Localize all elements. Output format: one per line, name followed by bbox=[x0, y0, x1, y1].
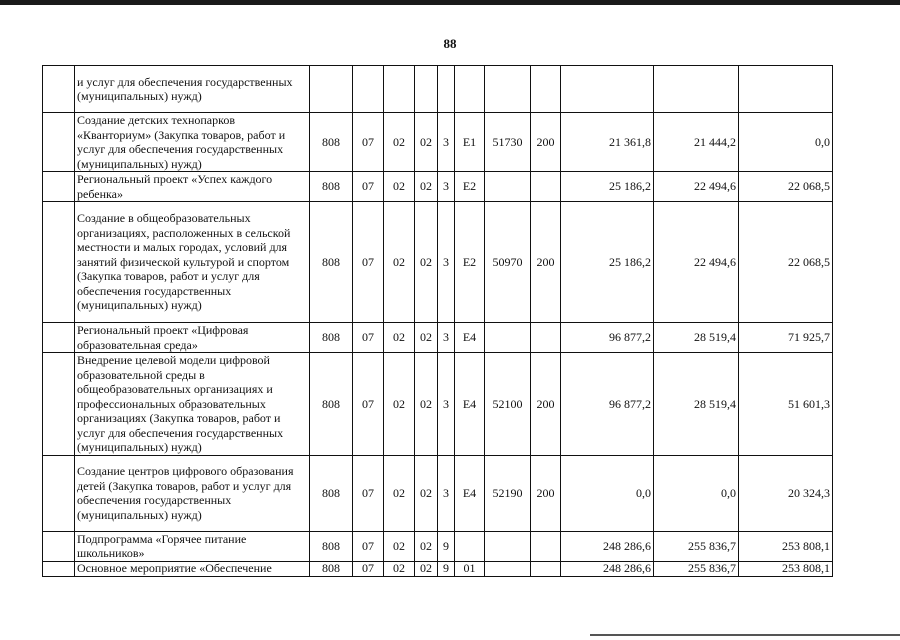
direction-code-cell: 52190 bbox=[485, 455, 531, 531]
top-border-rule bbox=[0, 0, 900, 5]
row-index-cell bbox=[43, 561, 75, 576]
section-code-cell bbox=[353, 66, 384, 113]
item-name-cell: Основное мероприятие «Обеспечение bbox=[75, 561, 310, 576]
subprogram-code-cell: 3 bbox=[438, 455, 455, 531]
expense-type-cell bbox=[531, 561, 561, 576]
amount-year3-cell: 20 324,3 bbox=[739, 455, 833, 531]
direction-code-cell bbox=[485, 323, 531, 353]
subprogram-code-cell: 3 bbox=[438, 113, 455, 172]
subsection-code-cell: 02 bbox=[384, 561, 415, 576]
amount-year2-cell bbox=[654, 66, 739, 113]
section-code-cell: 07 bbox=[353, 323, 384, 353]
subsection-code-cell: 02 bbox=[384, 455, 415, 531]
program-code-cell: 02 bbox=[415, 172, 438, 202]
project-code-cell: E4 bbox=[455, 455, 485, 531]
table-row bbox=[43, 66, 833, 113]
section-code-cell: 07 bbox=[353, 455, 384, 531]
direction-code-cell: 51730 bbox=[485, 113, 531, 172]
project-code-cell: E2 bbox=[455, 202, 485, 323]
section-code-cell: 07 bbox=[353, 172, 384, 202]
subsection-code-cell: 02 bbox=[384, 353, 415, 456]
subsection-code-cell: 02 bbox=[384, 113, 415, 172]
subsection-code-cell: 02 bbox=[384, 172, 415, 202]
project-code-cell: E2 bbox=[455, 172, 485, 202]
row-index-cell bbox=[43, 323, 75, 353]
row-index-cell bbox=[43, 202, 75, 323]
row-index-cell bbox=[43, 353, 75, 456]
row-index-cell bbox=[43, 531, 75, 561]
ved-code-cell bbox=[310, 66, 353, 113]
subprogram-code-cell: 9 bbox=[438, 561, 455, 576]
ved-code-cell: 808 bbox=[310, 531, 353, 561]
expense-type-cell: 200 bbox=[531, 353, 561, 456]
program-code-cell: 02 bbox=[415, 531, 438, 561]
expense-type-cell bbox=[531, 66, 561, 113]
section-code-cell: 07 bbox=[353, 202, 384, 323]
subsection-code-cell: 02 bbox=[384, 202, 415, 323]
subprogram-code-cell: 3 bbox=[438, 202, 455, 323]
page-number: 88 bbox=[443, 36, 457, 51]
item-name-cell: Создание центров цифрового образования детей (Закупка товаров, работ и услуг для обеспечения государственных (муниципальных) нужд) bbox=[75, 455, 310, 531]
item-name-cell: Подпрограмма «Горячее питание школьников» bbox=[75, 531, 310, 561]
project-code-cell: 01 bbox=[455, 561, 485, 576]
expense-type-cell: 200 bbox=[531, 113, 561, 172]
amount-year3-cell: 22 068,5 bbox=[739, 172, 833, 202]
item-name-cell: Региональный проект «Цифровая образовательная среда» bbox=[75, 323, 310, 353]
program-code-cell: 02 bbox=[415, 113, 438, 172]
amount-year2-cell: 21 444,2 bbox=[654, 113, 739, 172]
ved-code-cell: 808 bbox=[310, 561, 353, 576]
table-row bbox=[43, 113, 833, 172]
subprogram-code-cell: 3 bbox=[438, 353, 455, 456]
bottom-border-rule bbox=[590, 634, 900, 636]
direction-code-cell: 50970 bbox=[485, 202, 531, 323]
direction-code-cell bbox=[485, 66, 531, 113]
table-row bbox=[43, 561, 833, 576]
amount-year1-cell: 96 877,2 bbox=[561, 353, 654, 456]
ved-code-cell: 808 bbox=[310, 202, 353, 323]
ved-code-cell: 808 bbox=[310, 113, 353, 172]
amount-year2-cell: 255 836,7 bbox=[654, 561, 739, 576]
amount-year2-cell: 28 519,4 bbox=[654, 353, 739, 456]
project-code-cell bbox=[455, 66, 485, 113]
direction-code-cell: 52100 bbox=[485, 353, 531, 456]
amount-year1-cell: 25 186,2 bbox=[561, 202, 654, 323]
amount-year1-cell: 248 286,6 bbox=[561, 531, 654, 561]
direction-code-cell bbox=[485, 531, 531, 561]
item-name-cell: Региональный проект «Успех каждого ребенка» bbox=[75, 172, 310, 202]
project-code-cell: E4 bbox=[455, 323, 485, 353]
row-index-cell bbox=[43, 66, 75, 113]
direction-code-cell bbox=[485, 172, 531, 202]
table-row bbox=[43, 172, 833, 202]
project-code-cell: E1 bbox=[455, 113, 485, 172]
table-row bbox=[43, 202, 833, 323]
expense-type-cell bbox=[531, 323, 561, 353]
amount-year1-cell: 0,0 bbox=[561, 455, 654, 531]
ved-code-cell: 808 bbox=[310, 353, 353, 456]
program-code-cell: 02 bbox=[415, 353, 438, 456]
amount-year2-cell: 22 494,6 bbox=[654, 172, 739, 202]
section-code-cell: 07 bbox=[353, 353, 384, 456]
expense-type-cell bbox=[531, 531, 561, 561]
direction-code-cell bbox=[485, 561, 531, 576]
ved-code-cell: 808 bbox=[310, 455, 353, 531]
expense-type-cell bbox=[531, 172, 561, 202]
section-code-cell: 07 bbox=[353, 561, 384, 576]
table-row bbox=[43, 323, 833, 353]
amount-year3-cell bbox=[739, 66, 833, 113]
subprogram-code-cell bbox=[438, 66, 455, 113]
amount-year2-cell: 22 494,6 bbox=[654, 202, 739, 323]
row-index-cell bbox=[43, 455, 75, 531]
ved-code-cell: 808 bbox=[310, 323, 353, 353]
amount-year3-cell: 22 068,5 bbox=[739, 202, 833, 323]
program-code-cell: 02 bbox=[415, 323, 438, 353]
program-code-cell bbox=[415, 66, 438, 113]
row-index-cell bbox=[43, 172, 75, 202]
ved-code-cell: 808 bbox=[310, 172, 353, 202]
item-name-cell: и услуг для обеспечения государственных (муниципальных) нужд) bbox=[75, 66, 310, 113]
amount-year2-cell: 255 836,7 bbox=[654, 531, 739, 561]
amount-year3-cell: 0,0 bbox=[739, 113, 833, 172]
subprogram-code-cell: 9 bbox=[438, 531, 455, 561]
amount-year3-cell: 253 808,1 bbox=[739, 531, 833, 561]
amount-year3-cell: 51 601,3 bbox=[739, 353, 833, 456]
table-row bbox=[43, 531, 833, 561]
section-code-cell: 07 bbox=[353, 531, 384, 561]
amount-year2-cell: 28 519,4 bbox=[654, 323, 739, 353]
subprogram-code-cell: 3 bbox=[438, 323, 455, 353]
amount-year3-cell: 71 925,7 bbox=[739, 323, 833, 353]
project-code-cell bbox=[455, 531, 485, 561]
amount-year1-cell bbox=[561, 66, 654, 113]
subprogram-code-cell: 3 bbox=[438, 172, 455, 202]
subsection-code-cell: 02 bbox=[384, 323, 415, 353]
expense-type-cell: 200 bbox=[531, 455, 561, 531]
budget-table bbox=[42, 65, 833, 577]
expense-type-cell: 200 bbox=[531, 202, 561, 323]
amount-year1-cell: 25 186,2 bbox=[561, 172, 654, 202]
table-row bbox=[43, 455, 833, 531]
subsection-code-cell: 02 bbox=[384, 531, 415, 561]
row-index-cell bbox=[43, 113, 75, 172]
amount-year2-cell: 0,0 bbox=[654, 455, 739, 531]
subsection-code-cell bbox=[384, 66, 415, 113]
item-name-cell: Создание детских технопарков «Кванториум» (Закупка товаров, работ и услуг для обеспечения государственных (муниципальных) нужд) bbox=[75, 113, 310, 172]
amount-year1-cell: 248 286,6 bbox=[561, 561, 654, 576]
amount-year1-cell: 96 877,2 bbox=[561, 323, 654, 353]
table-row bbox=[43, 353, 833, 456]
section-code-cell: 07 bbox=[353, 113, 384, 172]
amount-year3-cell: 253 808,1 bbox=[739, 561, 833, 576]
item-name-cell: Создание в общеобразовательных организациях, расположенных в сельской местности и малых городах, условий для занятий физической культурой и спортом (Закупка товаров, работ и услуг для обеспечения государственных (муниципальных) нужд) bbox=[75, 202, 310, 323]
budget-table-body bbox=[43, 66, 833, 577]
item-name-cell: Внедрение целевой модели цифровой образовательной среды в общеобразовательных организациях и профессиональных образовательных организациях (Закупка товаров, работ и услуг для обеспечения государственных (муниципальных) нужд) bbox=[75, 353, 310, 456]
project-code-cell: E4 bbox=[455, 353, 485, 456]
program-code-cell: 02 bbox=[415, 202, 438, 323]
amount-year1-cell: 21 361,8 bbox=[561, 113, 654, 172]
program-code-cell: 02 bbox=[415, 455, 438, 531]
program-code-cell: 02 bbox=[415, 561, 438, 576]
